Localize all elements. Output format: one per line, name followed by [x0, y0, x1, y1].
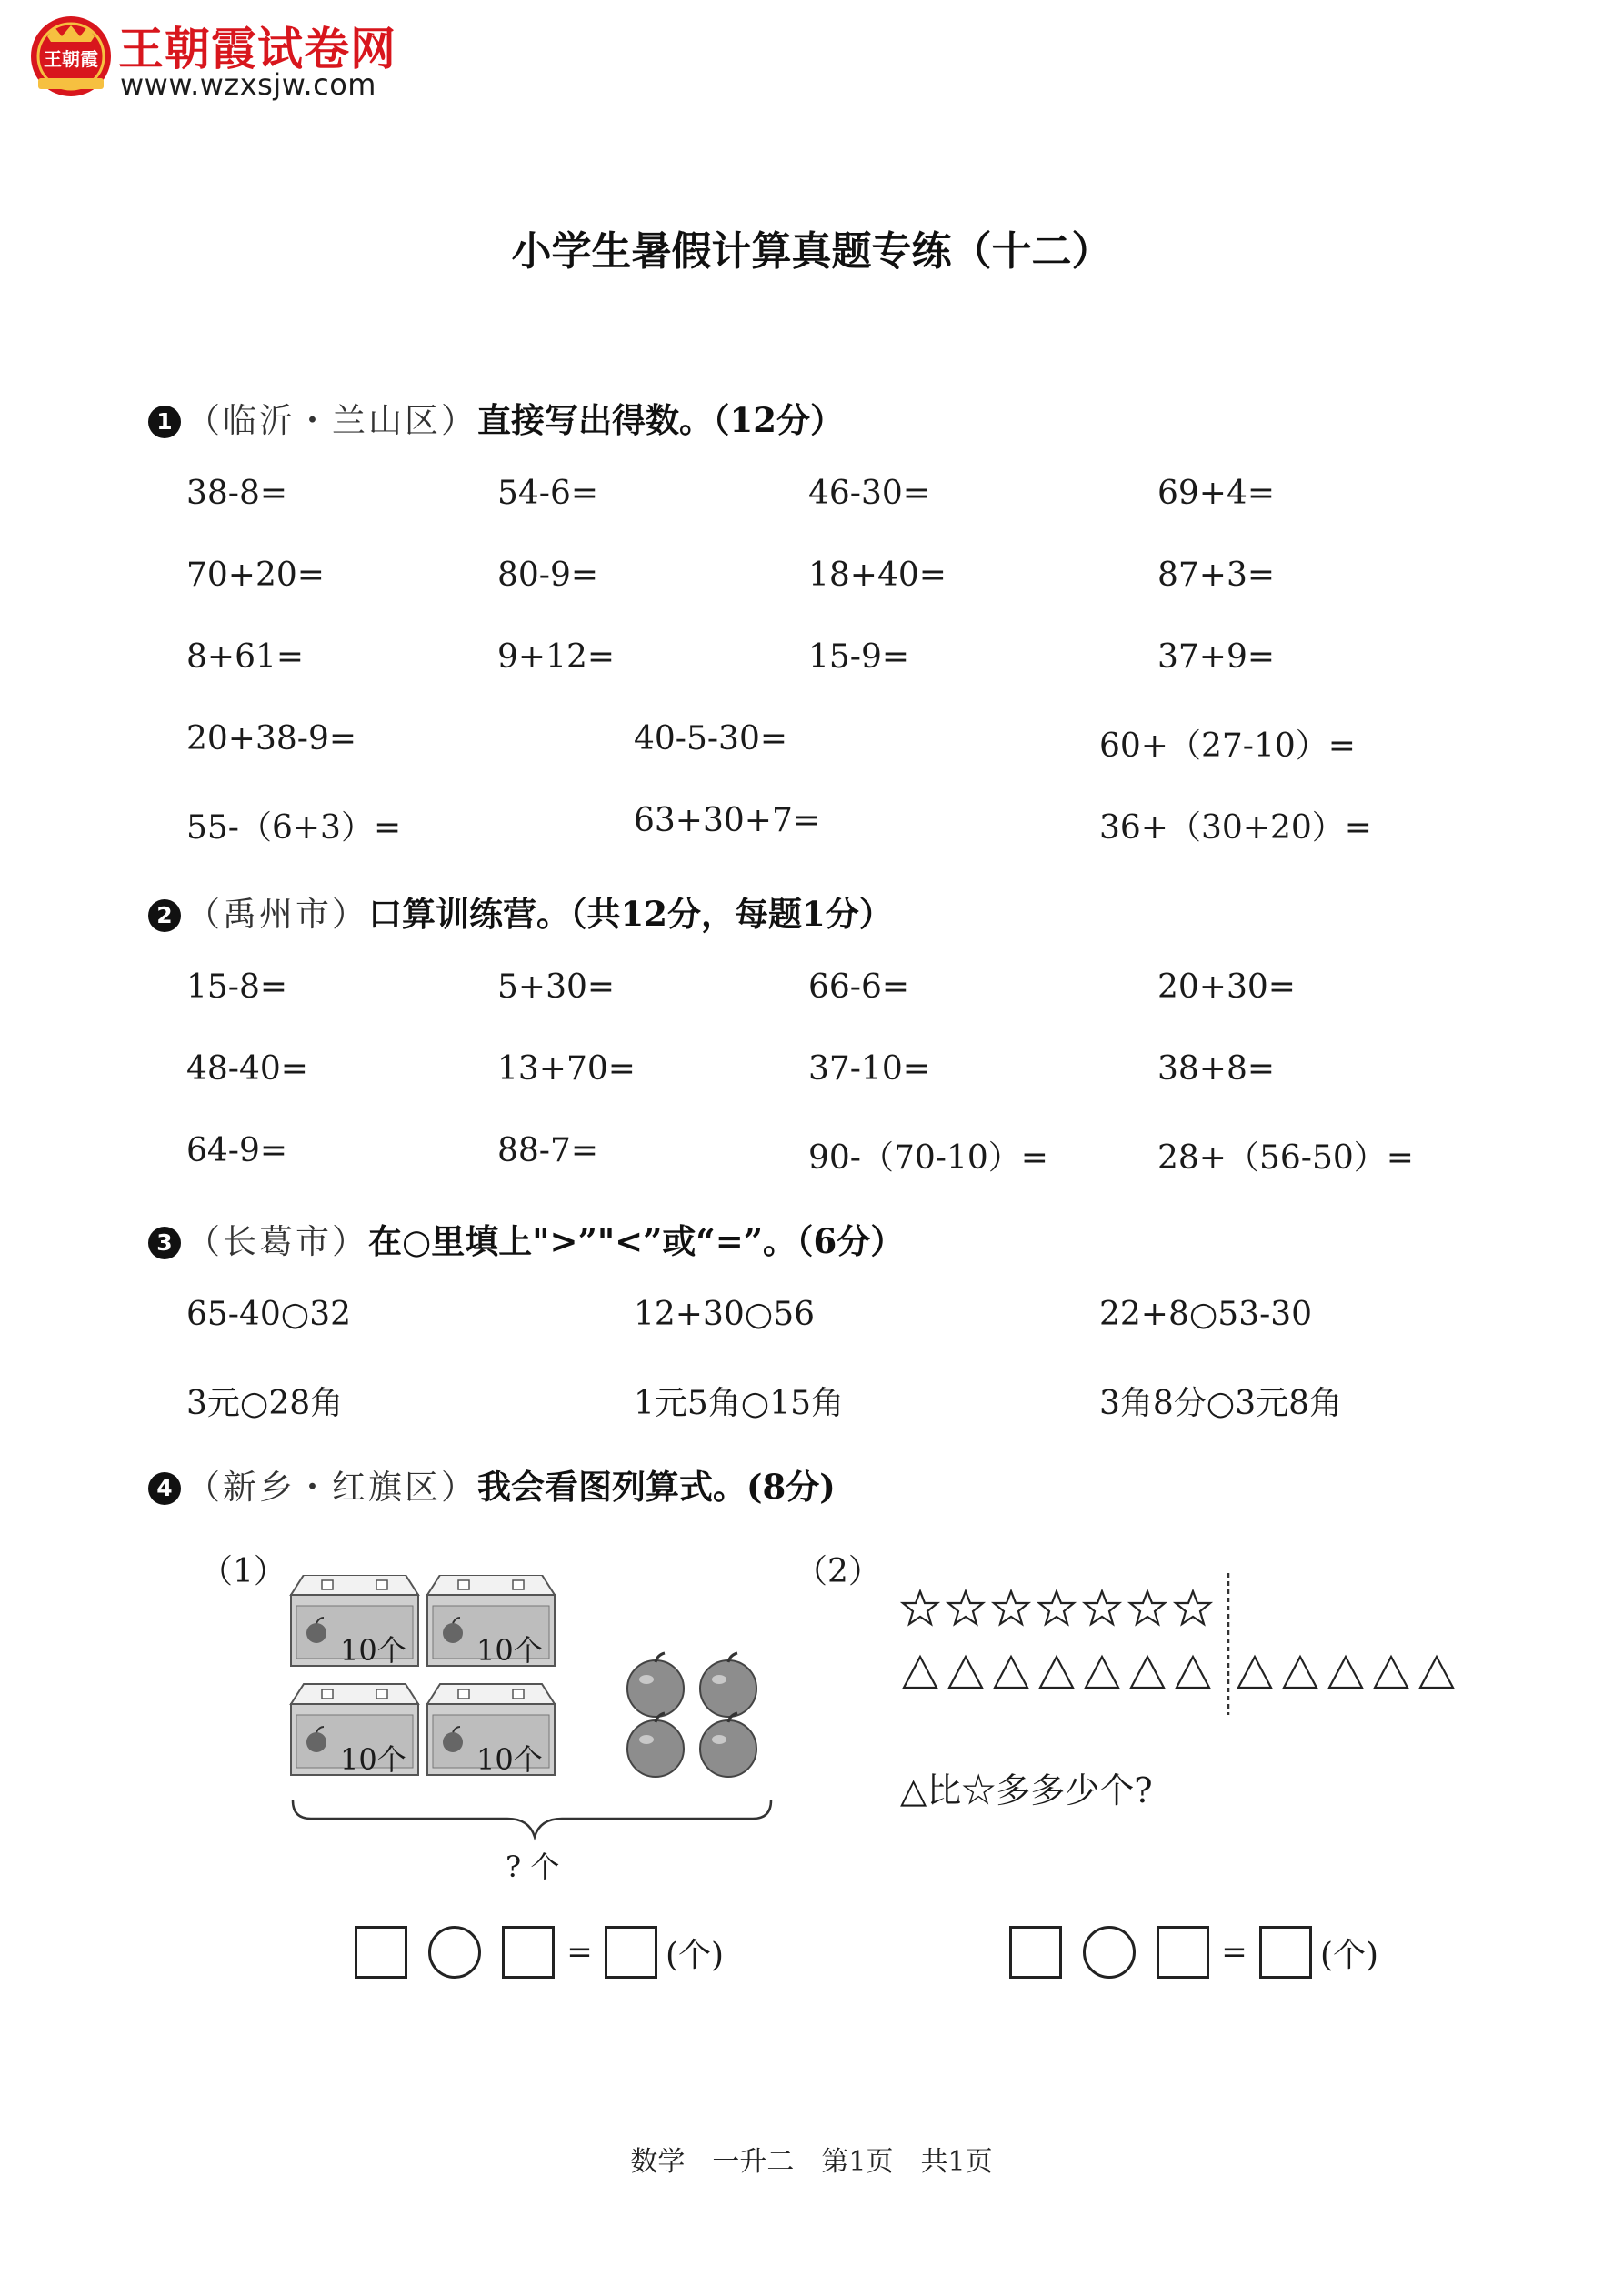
section-source: （禹州市） [186, 895, 368, 934]
seal-icon [27, 13, 115, 100]
problem: 66-6= [808, 968, 910, 1006]
section-4-heading [148, 1459, 836, 1509]
grouping-brace [293, 1800, 771, 1837]
apple-icon [700, 1713, 756, 1777]
problem: 20+38-9= [186, 720, 357, 757]
triangle-icon [1131, 1657, 1164, 1688]
problem: 60+（27-10）= [1099, 727, 1356, 765]
problem: 9+12= [497, 638, 616, 676]
section-1-heading [148, 393, 844, 442]
answer-box[interactable] [1009, 1926, 1062, 1979]
section-source: （长葛市） [186, 1222, 368, 1261]
section-number: 3 [148, 1227, 181, 1259]
problem: 87+3= [1157, 556, 1276, 594]
section-source: （新乡・红旗区） [186, 1468, 477, 1507]
answer-row-2 [1009, 1926, 1378, 1979]
comparison-problem[interactable]: 22+8○53-30 [1099, 1296, 1313, 1333]
problem: 63+30+7= [634, 802, 821, 839]
part-1-label: （1） [200, 1553, 286, 1590]
star-icon [903, 1591, 937, 1624]
apple-boxes-figure [289, 1575, 780, 1893]
triangle-icon [1420, 1657, 1453, 1688]
triangle-icon [949, 1657, 982, 1688]
unit-label: (个) [665, 1936, 725, 1974]
operator-circle[interactable] [1083, 1926, 1136, 1979]
problem: 15-9= [808, 638, 910, 676]
problem: 38+8= [1157, 1050, 1276, 1088]
problem: 38-8= [186, 475, 288, 512]
section-number: 1 [148, 406, 181, 438]
brand-url[interactable]: www.wzxsjw.com [120, 67, 376, 102]
section-number: 4 [148, 1472, 181, 1505]
triangle-icon [1040, 1657, 1073, 1688]
problem: 88-7= [497, 1132, 599, 1169]
star-icon [1130, 1591, 1165, 1624]
star-icon [948, 1591, 983, 1624]
box-label: 10个 [476, 1742, 543, 1777]
section-source: （临沂・兰山区） [186, 401, 477, 440]
problem: 13+70= [497, 1050, 636, 1088]
shapes-drawing [900, 1573, 1464, 1728]
problem: 90-（70-10）= [808, 1139, 1048, 1177]
problem: 28+（56-50）= [1157, 1139, 1414, 1177]
section-instruction: 我会看图列算式。(8分) [477, 1467, 836, 1507]
section-number: 2 [148, 899, 181, 932]
answer-box[interactable] [355, 1926, 407, 1979]
star-icon [1039, 1591, 1074, 1624]
problem: 5+30= [497, 968, 616, 1006]
apple-icon [627, 1713, 684, 1777]
part-2-question: △比☆多多少个? [900, 1770, 1153, 1810]
triangle-icon [1375, 1657, 1408, 1688]
star-icon [1176, 1591, 1210, 1624]
section-instruction: 口算训练营。（共12分，每题1分） [368, 894, 893, 934]
problem: 18+40= [808, 556, 947, 594]
apple-icon [700, 1653, 756, 1717]
triangle-icon [1284, 1657, 1317, 1688]
section-3-heading [148, 1214, 904, 1263]
triangle-icon [1177, 1657, 1209, 1688]
comparison-problem[interactable]: 3元○28角 [186, 1385, 344, 1422]
problem: 8+61= [186, 638, 305, 676]
operator-circle[interactable] [428, 1926, 481, 1979]
seal-text: 王朝霞 [44, 48, 98, 70]
problem: 20+30= [1157, 968, 1296, 1006]
answer-box[interactable] [1157, 1926, 1209, 1979]
result-box[interactable] [1259, 1926, 1312, 1979]
problem: 37+9= [1157, 638, 1276, 676]
result-box[interactable] [605, 1926, 657, 1979]
triangle-icon [995, 1657, 1027, 1688]
comparison-problem[interactable]: 65-40○32 [186, 1296, 352, 1333]
problem: 40-5-30= [634, 720, 788, 757]
box-label: 10个 [476, 1633, 543, 1668]
apple-icon [627, 1653, 684, 1717]
equals-sign: = [566, 1934, 593, 1970]
triangle-icon [1086, 1657, 1118, 1688]
site-logo [27, 7, 409, 107]
unit-label: (个) [1319, 1936, 1379, 1974]
star-icon [994, 1591, 1028, 1624]
stars-triangles-figure [900, 1573, 1464, 1728]
part-2-label: （2） [795, 1553, 881, 1590]
equals-sign: = [1221, 1934, 1247, 1970]
section-instruction: 在○里填上">”"<”或“=”。（6分） [368, 1221, 905, 1261]
problem: 55-（6+3）= [186, 809, 402, 847]
box-label: 10个 [340, 1742, 406, 1777]
problem: 46-30= [808, 475, 930, 512]
comparison-problem[interactable]: 12+30○56 [634, 1296, 816, 1333]
box-label: 10个 [340, 1633, 406, 1668]
answer-row-1 [355, 1926, 724, 1979]
page-footer: 数学 一升二 第1页 共1页 [630, 2146, 993, 2178]
brace-label: ? 个 [506, 1850, 560, 1884]
triangle-icon [1329, 1657, 1362, 1688]
problem: 15-8= [186, 968, 288, 1006]
problem: 69+4= [1157, 475, 1276, 512]
problem: 48-40= [186, 1050, 308, 1088]
problem: 70+20= [186, 556, 325, 594]
problem: 80-9= [497, 556, 599, 594]
section-instruction: 直接写出得数。（12分） [477, 400, 844, 440]
section-2-heading [148, 887, 893, 936]
brand-name: 王朝霞试卷网 [118, 23, 396, 75]
comparison-problem[interactable]: 1元5角○15角 [634, 1385, 845, 1422]
problem: 54-6= [497, 475, 599, 512]
problem: 36+（30+20）= [1099, 809, 1372, 847]
answer-box[interactable] [502, 1926, 555, 1979]
triangle-icon [1238, 1657, 1271, 1688]
star-icon [1085, 1591, 1119, 1624]
comparison-problem[interactable]: 3角8分○3元8角 [1099, 1385, 1343, 1422]
triangle-icon [904, 1657, 937, 1688]
problem: 64-9= [186, 1132, 288, 1169]
problem: 37-10= [808, 1050, 930, 1088]
page-title: 小学生暑假计算真题专练（十二） [511, 228, 1112, 275]
